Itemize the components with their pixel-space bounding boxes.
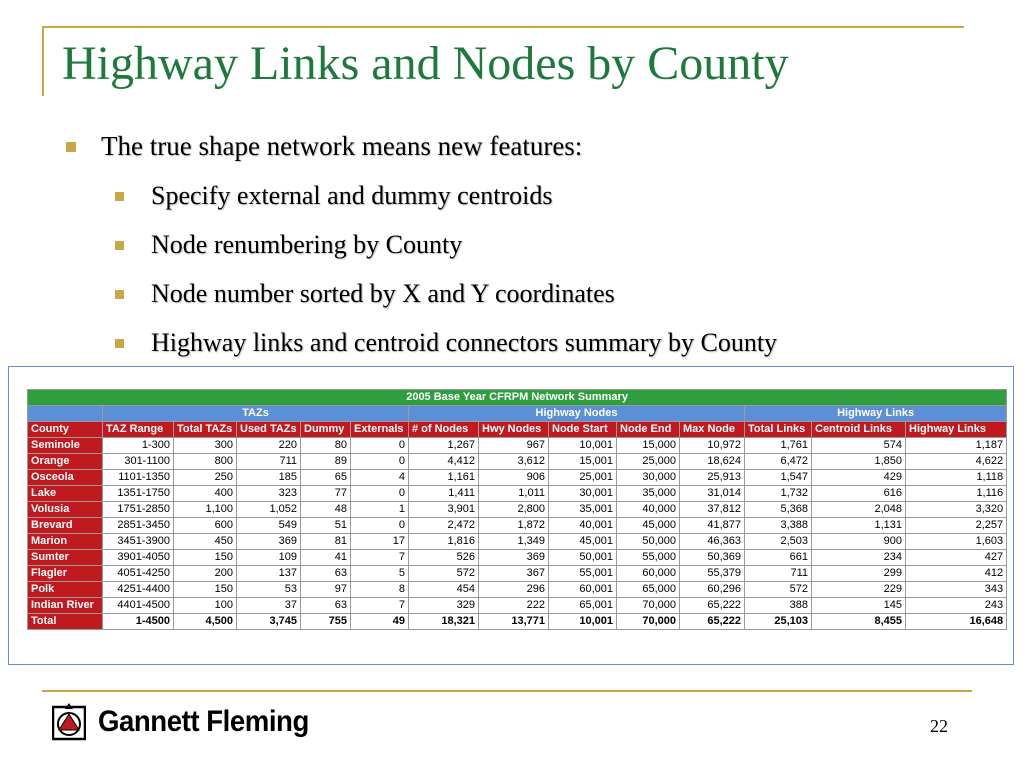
value-cell: 343 bbox=[906, 582, 1007, 598]
value-cell: 711 bbox=[237, 454, 301, 470]
value-cell: 450 bbox=[174, 534, 237, 550]
group-header-highway-nodes: Highway Nodes bbox=[409, 406, 745, 422]
bullet-sub-4 bbox=[115, 328, 777, 358]
county-cell: Volusia bbox=[28, 502, 103, 518]
column-header: Hwy Nodes bbox=[479, 422, 549, 438]
value-cell: 1,411 bbox=[409, 486, 479, 502]
value-cell: 1,850 bbox=[812, 454, 906, 470]
value-cell: 53 bbox=[237, 582, 301, 598]
county-cell: Lake bbox=[28, 486, 103, 502]
value-cell: 1,118 bbox=[906, 470, 1007, 486]
value-cell: 51 bbox=[301, 518, 351, 534]
value-cell: 1-4500 bbox=[103, 614, 174, 630]
value-cell: 8 bbox=[351, 582, 409, 598]
county-cell: Marion bbox=[28, 534, 103, 550]
value-cell: 299 bbox=[812, 566, 906, 582]
table-row bbox=[28, 502, 1007, 518]
value-cell: 323 bbox=[237, 486, 301, 502]
group-header-highway-links: Highway Links bbox=[745, 406, 1007, 422]
value-cell: 55,000 bbox=[617, 550, 680, 566]
group-header-tazs: TAZs bbox=[103, 406, 409, 422]
value-cell: 1,872 bbox=[479, 518, 549, 534]
column-header: Node Start bbox=[549, 422, 617, 438]
value-cell: 4,412 bbox=[409, 454, 479, 470]
value-cell: 48 bbox=[301, 502, 351, 518]
table-row bbox=[28, 470, 1007, 486]
column-header: County bbox=[28, 422, 103, 438]
table-total-row bbox=[28, 614, 1007, 630]
value-cell: 2,800 bbox=[479, 502, 549, 518]
value-cell: 1,761 bbox=[745, 438, 812, 454]
value-cell: 13,771 bbox=[479, 614, 549, 630]
value-cell: 4,622 bbox=[906, 454, 1007, 470]
column-header: Used TAZs bbox=[237, 422, 301, 438]
value-cell: 3901-4050 bbox=[103, 550, 174, 566]
value-cell: 109 bbox=[237, 550, 301, 566]
value-cell: 150 bbox=[174, 550, 237, 566]
value-cell: 55,001 bbox=[549, 566, 617, 582]
value-cell: 60,000 bbox=[617, 566, 680, 582]
county-cell: Polk bbox=[28, 582, 103, 598]
value-cell: 1,267 bbox=[409, 438, 479, 454]
value-cell: 5,368 bbox=[745, 502, 812, 518]
value-cell: 37 bbox=[237, 598, 301, 614]
column-header: TAZ Range bbox=[103, 422, 174, 438]
value-cell: 234 bbox=[812, 550, 906, 566]
value-cell: 412 bbox=[906, 566, 1007, 582]
value-cell: 574 bbox=[812, 438, 906, 454]
value-cell: 49 bbox=[351, 614, 409, 630]
value-cell: 1,131 bbox=[812, 518, 906, 534]
table-image-frame bbox=[8, 366, 1014, 665]
value-cell: 4401-4500 bbox=[103, 598, 174, 614]
county-cell: Total bbox=[28, 614, 103, 630]
value-cell: 572 bbox=[745, 582, 812, 598]
table-row bbox=[28, 550, 1007, 566]
bullet-sub-text: Highway links and centroid connectors summary by County bbox=[151, 328, 778, 357]
column-header: Max Node bbox=[680, 422, 745, 438]
value-cell: 50,001 bbox=[549, 550, 617, 566]
value-cell: 25,913 bbox=[680, 470, 745, 486]
value-cell: 2,257 bbox=[906, 518, 1007, 534]
value-cell: 900 bbox=[812, 534, 906, 550]
value-cell: 65,222 bbox=[680, 614, 745, 630]
value-cell: 2,472 bbox=[409, 518, 479, 534]
value-cell: 137 bbox=[237, 566, 301, 582]
value-cell: 89 bbox=[301, 454, 351, 470]
value-cell: 0 bbox=[351, 454, 409, 470]
table-row bbox=[28, 438, 1007, 454]
value-cell: 15,000 bbox=[617, 438, 680, 454]
bullet-sub-text: Node renumbering by County bbox=[151, 230, 463, 259]
value-cell: 329 bbox=[409, 598, 479, 614]
value-cell: 65,001 bbox=[549, 598, 617, 614]
value-cell: 8,455 bbox=[812, 614, 906, 630]
value-cell: 967 bbox=[479, 438, 549, 454]
value-cell: 25,000 bbox=[617, 454, 680, 470]
value-cell: 18,321 bbox=[409, 614, 479, 630]
value-cell: 97 bbox=[301, 582, 351, 598]
value-cell: 296 bbox=[479, 582, 549, 598]
value-cell: 15,001 bbox=[549, 454, 617, 470]
value-cell: 1,052 bbox=[237, 502, 301, 518]
value-cell: 63 bbox=[301, 566, 351, 582]
value-cell: 711 bbox=[745, 566, 812, 582]
value-cell: 3451-3900 bbox=[103, 534, 174, 550]
value-cell: 45,000 bbox=[617, 518, 680, 534]
value-cell: 65 bbox=[301, 470, 351, 486]
value-cell: 6,472 bbox=[745, 454, 812, 470]
value-cell: 0 bbox=[351, 486, 409, 502]
value-cell: 3,901 bbox=[409, 502, 479, 518]
top-frame-rule bbox=[42, 26, 964, 28]
value-cell: 367 bbox=[479, 566, 549, 582]
bullet-sub-1 bbox=[115, 181, 552, 211]
county-cell: Orange bbox=[28, 454, 103, 470]
value-cell: 70,000 bbox=[617, 614, 680, 630]
value-cell: 55,379 bbox=[680, 566, 745, 582]
column-header: Node End bbox=[617, 422, 680, 438]
value-cell: 1,732 bbox=[745, 486, 812, 502]
value-cell: 25,001 bbox=[549, 470, 617, 486]
value-cell: 41 bbox=[301, 550, 351, 566]
table-row bbox=[28, 486, 1007, 502]
value-cell: 1,349 bbox=[479, 534, 549, 550]
value-cell: 1,161 bbox=[409, 470, 479, 486]
value-cell: 4,500 bbox=[174, 614, 237, 630]
value-cell: 65,000 bbox=[617, 582, 680, 598]
table-row bbox=[28, 566, 1007, 582]
column-header: Dummy bbox=[301, 422, 351, 438]
value-cell: 60,001 bbox=[549, 582, 617, 598]
county-cell: Seminole bbox=[28, 438, 103, 454]
value-cell: 1,116 bbox=[906, 486, 1007, 502]
value-cell: 1,816 bbox=[409, 534, 479, 550]
value-cell: 427 bbox=[906, 550, 1007, 566]
value-cell: 549 bbox=[237, 518, 301, 534]
value-cell: 1751-2850 bbox=[103, 502, 174, 518]
value-cell: 5 bbox=[351, 566, 409, 582]
value-cell: 18,624 bbox=[680, 454, 745, 470]
value-cell: 906 bbox=[479, 470, 549, 486]
value-cell: 41,877 bbox=[680, 518, 745, 534]
value-cell: 301-1100 bbox=[103, 454, 174, 470]
value-cell: 220 bbox=[237, 438, 301, 454]
value-cell: 1,100 bbox=[174, 502, 237, 518]
column-header-row bbox=[28, 422, 1007, 438]
value-cell: 369 bbox=[237, 534, 301, 550]
group-header-blank bbox=[28, 406, 103, 422]
value-cell: 30,001 bbox=[549, 486, 617, 502]
value-cell: 300 bbox=[174, 438, 237, 454]
table-row bbox=[28, 534, 1007, 550]
value-cell: 145 bbox=[812, 598, 906, 614]
value-cell: 16,648 bbox=[906, 614, 1007, 630]
gannett-fleming-logo-icon bbox=[52, 703, 86, 741]
county-cell: Osceola bbox=[28, 470, 103, 486]
value-cell: 185 bbox=[237, 470, 301, 486]
value-cell: 2851-3450 bbox=[103, 518, 174, 534]
value-cell: 25,103 bbox=[745, 614, 812, 630]
value-cell: 1,547 bbox=[745, 470, 812, 486]
table-row bbox=[28, 518, 1007, 534]
value-cell: 526 bbox=[409, 550, 479, 566]
column-header: Centroid Links bbox=[812, 422, 906, 438]
value-cell: 1351-1750 bbox=[103, 486, 174, 502]
value-cell: 600 bbox=[174, 518, 237, 534]
value-cell: 30,000 bbox=[617, 470, 680, 486]
value-cell: 250 bbox=[174, 470, 237, 486]
value-cell: 100 bbox=[174, 598, 237, 614]
slide-title: Highway Links and Nodes by County bbox=[62, 37, 789, 90]
value-cell: 3,388 bbox=[745, 518, 812, 534]
value-cell: 40,000 bbox=[617, 502, 680, 518]
value-cell: 4 bbox=[351, 470, 409, 486]
table-row bbox=[28, 454, 1007, 470]
value-cell: 616 bbox=[812, 486, 906, 502]
value-cell: 0 bbox=[351, 518, 409, 534]
value-cell: 1,603 bbox=[906, 534, 1007, 550]
value-cell: 222 bbox=[479, 598, 549, 614]
county-cell: Flagler bbox=[28, 566, 103, 582]
value-cell: 3,745 bbox=[237, 614, 301, 630]
value-cell: 229 bbox=[812, 582, 906, 598]
value-cell: 60,296 bbox=[680, 582, 745, 598]
value-cell: 50,369 bbox=[680, 550, 745, 566]
bullet-main-text: The true shape network means new features: bbox=[101, 131, 583, 161]
county-cell: Sumter bbox=[28, 550, 103, 566]
value-cell: 1101-1350 bbox=[103, 470, 174, 486]
value-cell: 1 bbox=[351, 502, 409, 518]
value-cell: 37,812 bbox=[680, 502, 745, 518]
bullet-sub-2 bbox=[115, 230, 462, 260]
value-cell: 0 bbox=[351, 438, 409, 454]
value-cell: 70,000 bbox=[617, 598, 680, 614]
value-cell: 10,001 bbox=[549, 438, 617, 454]
value-cell: 755 bbox=[301, 614, 351, 630]
value-cell: 388 bbox=[745, 598, 812, 614]
table-row bbox=[28, 598, 1007, 614]
value-cell: 7 bbox=[351, 550, 409, 566]
value-cell: 45,001 bbox=[549, 534, 617, 550]
table-body bbox=[28, 438, 1007, 630]
value-cell: 46,363 bbox=[680, 534, 745, 550]
column-header: Total Links bbox=[745, 422, 812, 438]
column-header: Externals bbox=[351, 422, 409, 438]
bullet-sub-text: Specify external and dummy centroids bbox=[151, 181, 553, 210]
value-cell: 1,187 bbox=[906, 438, 1007, 454]
value-cell: 80 bbox=[301, 438, 351, 454]
value-cell: 65,222 bbox=[680, 598, 745, 614]
bullet-square-icon bbox=[115, 192, 124, 201]
table-row bbox=[28, 582, 1007, 598]
value-cell: 454 bbox=[409, 582, 479, 598]
value-cell: 1,011 bbox=[479, 486, 549, 502]
value-cell: 4051-4250 bbox=[103, 566, 174, 582]
bullet-square-icon bbox=[115, 290, 124, 299]
value-cell: 1-300 bbox=[103, 438, 174, 454]
value-cell: 81 bbox=[301, 534, 351, 550]
network-summary-table bbox=[27, 389, 1007, 630]
county-cell: Indian River bbox=[28, 598, 103, 614]
value-cell: 10,001 bbox=[549, 614, 617, 630]
value-cell: 35,000 bbox=[617, 486, 680, 502]
value-cell: 63 bbox=[301, 598, 351, 614]
value-cell: 243 bbox=[906, 598, 1007, 614]
value-cell: 661 bbox=[745, 550, 812, 566]
value-cell: 40,001 bbox=[549, 518, 617, 534]
value-cell: 2,503 bbox=[745, 534, 812, 550]
value-cell: 150 bbox=[174, 582, 237, 598]
bullet-sub-text: Node number sorted by X and Y coordinates bbox=[151, 279, 615, 308]
page-number: 22 bbox=[930, 716, 948, 736]
value-cell: 369 bbox=[479, 550, 549, 566]
column-header: # of Nodes bbox=[409, 422, 479, 438]
value-cell: 400 bbox=[174, 486, 237, 502]
value-cell: 3,320 bbox=[906, 502, 1007, 518]
value-cell: 3,612 bbox=[479, 454, 549, 470]
left-frame-rule bbox=[42, 26, 44, 96]
bullet-square-icon bbox=[66, 142, 76, 152]
value-cell: 572 bbox=[409, 566, 479, 582]
value-cell: 429 bbox=[812, 470, 906, 486]
value-cell: 10,972 bbox=[680, 438, 745, 454]
table-title: 2005 Base Year CFRPM Network Summary bbox=[28, 390, 1007, 406]
bullet-main bbox=[66, 131, 582, 162]
value-cell: 77 bbox=[301, 486, 351, 502]
value-cell: 200 bbox=[174, 566, 237, 582]
value-cell: 17 bbox=[351, 534, 409, 550]
value-cell: 2,048 bbox=[812, 502, 906, 518]
logo-text: Gannett Fleming bbox=[98, 705, 309, 738]
bullet-sub-3 bbox=[115, 279, 615, 309]
bullet-square-icon bbox=[115, 241, 124, 250]
value-cell: 35,001 bbox=[549, 502, 617, 518]
value-cell: 4251-4400 bbox=[103, 582, 174, 598]
county-cell: Brevard bbox=[28, 518, 103, 534]
column-header: Total TAZs bbox=[174, 422, 237, 438]
value-cell: 31,014 bbox=[680, 486, 745, 502]
bullet-square-icon bbox=[115, 339, 124, 348]
value-cell: 800 bbox=[174, 454, 237, 470]
footer-rule bbox=[42, 690, 972, 692]
value-cell: 7 bbox=[351, 598, 409, 614]
value-cell: 50,000 bbox=[617, 534, 680, 550]
column-header: Highway Links bbox=[906, 422, 1007, 438]
